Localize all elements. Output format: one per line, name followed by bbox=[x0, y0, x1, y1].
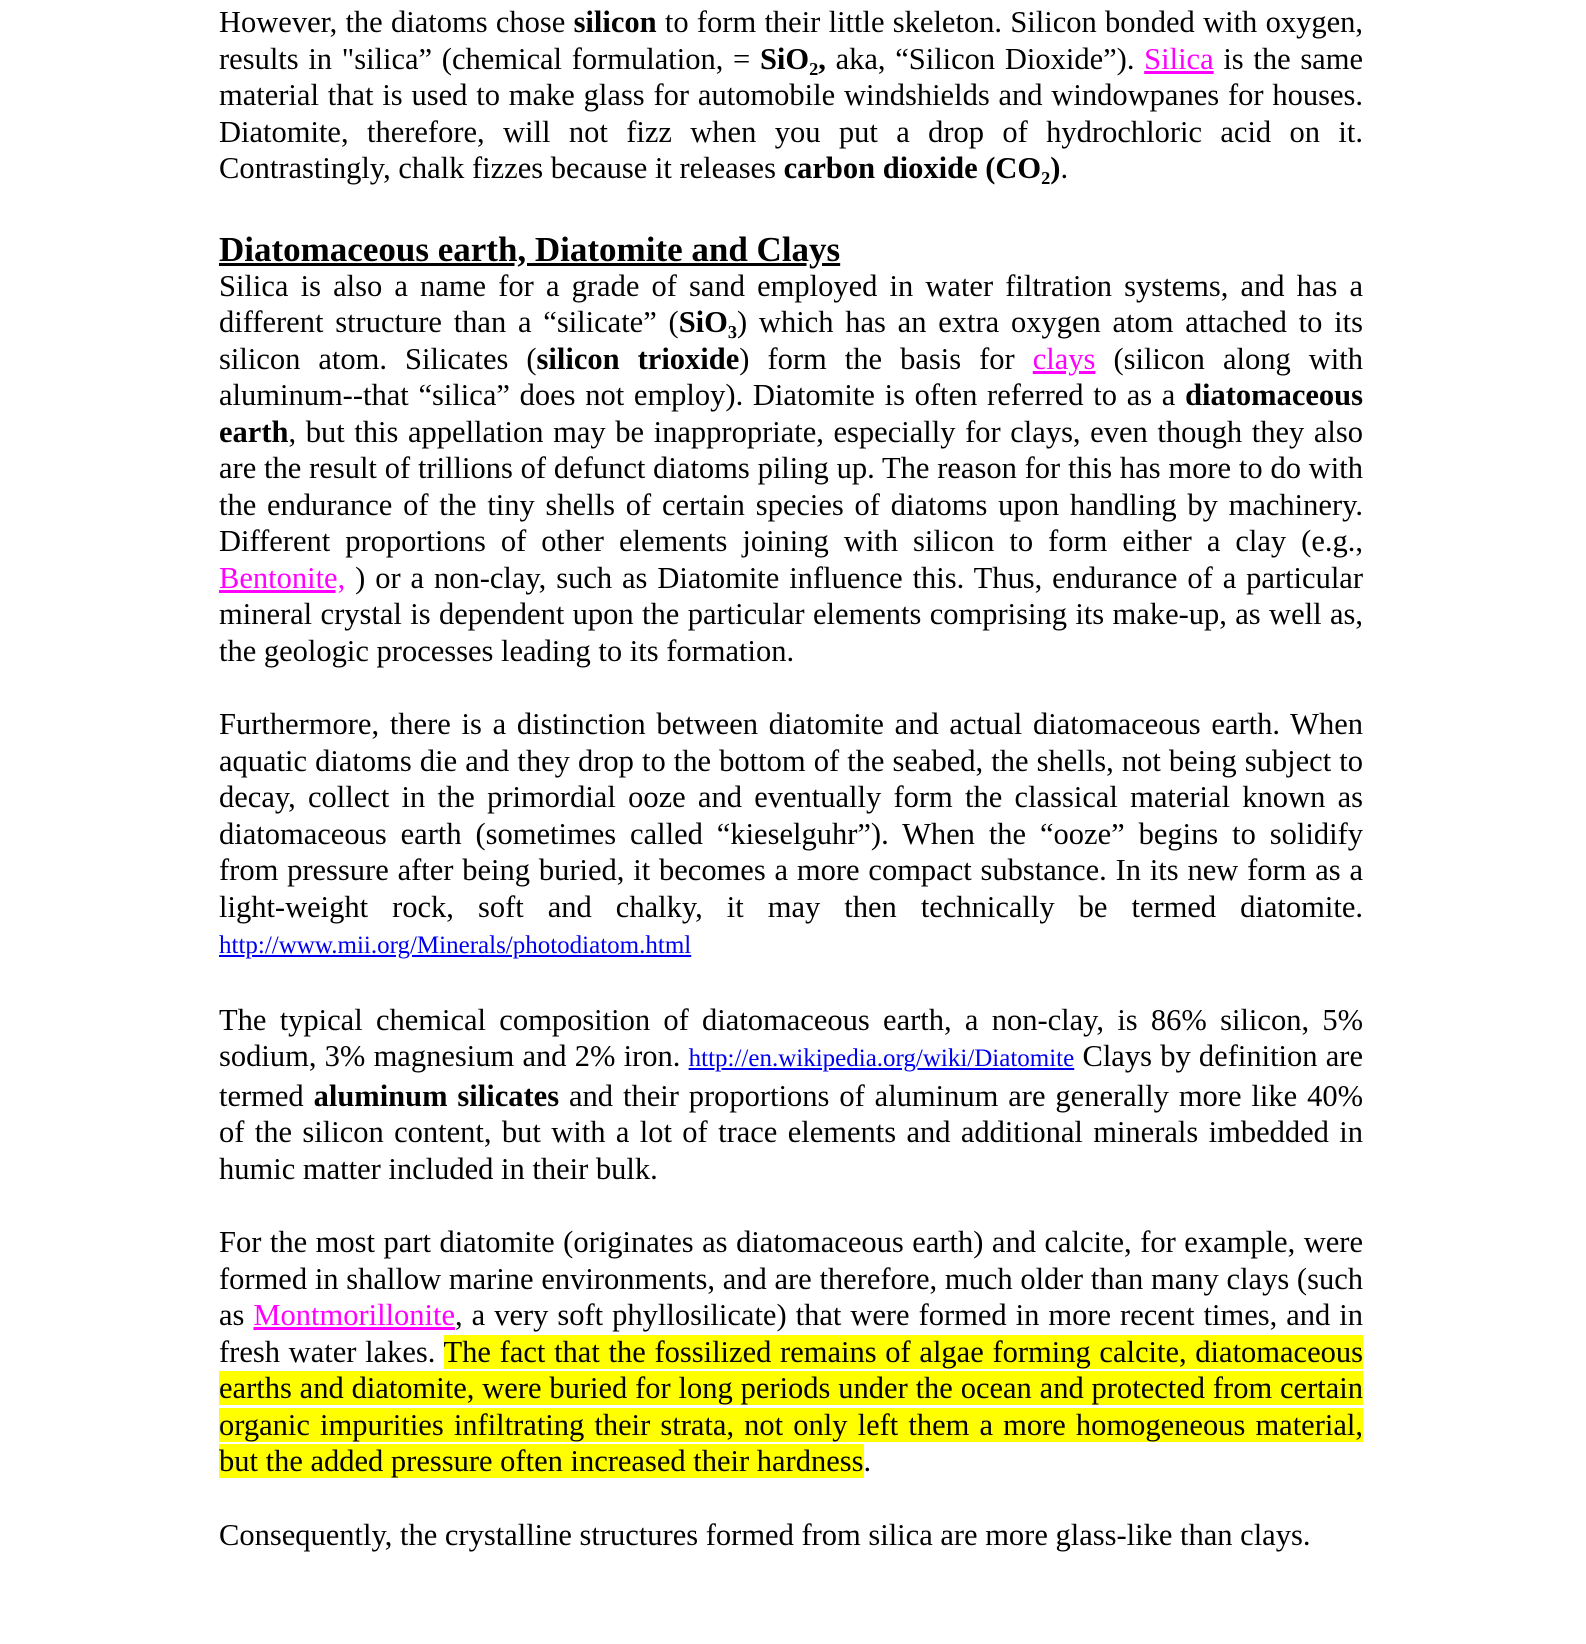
text-run: Clays by definition are termed bbox=[219, 1039, 1363, 1113]
silica-link[interactable]: Silica bbox=[1144, 41, 1214, 76]
paragraph-silicates bbox=[219, 268, 1363, 670]
paragraph-diatomite-distinction bbox=[219, 706, 1363, 965]
bold-term-diatomaceous-earth: diatomaceous earth bbox=[219, 378, 1363, 449]
text-run: ) or a non-clay, such as Diatomite influence this. Thus, endurance of a particular mineral crystal is dependent upon the particular elements comprising its make-up, as well as, the geologic processes leading to its formation. bbox=[219, 560, 1363, 668]
paragraph-spacer bbox=[219, 965, 1363, 1002]
paragraph-spacer bbox=[219, 1187, 1363, 1224]
text-run: , but this appellation may be inappropriate, especially for clays, even though they also are the result of trillions of defunct diatoms piling up. The reason for this has more to do with the endurance of the tiny shells of certain species of diatoms upon handling by machinery. Different proportions of other elements joining with silicon to form either a clay (e.g., bbox=[219, 414, 1363, 558]
text-run: . bbox=[1060, 151, 1069, 185]
bold-term-aluminum-silicates: aluminum silicates bbox=[313, 1078, 560, 1113]
text-run: The typical chemical composition of diatomaceous earth, a non-clay, is 86% silicon, 5% sodium, 3% magnesium and 2% iron. bbox=[219, 1002, 1363, 1073]
wikipedia-url-link[interactable]: http://en.wikipedia.org/wiki/Diatomite bbox=[688, 1045, 1075, 1072]
text-run: and their proportions of aluminum are generally more like 40% of the silicon content, but with a lot of trace elements and additional minerals imbedded in humic matter included in their bulk. bbox=[219, 1078, 1363, 1186]
text-run: For the most part diatomite (originates as diatomaceous earth) and calcite, for example, were formed in shallow marine environments, and are therefore, much older than many clays (such as bbox=[219, 1225, 1363, 1332]
text-run: However, the diatoms chose bbox=[219, 5, 574, 39]
mii-url-link[interactable]: http://www.mii.org/Minerals/photodiatom.html bbox=[219, 932, 692, 959]
paragraph-spacer bbox=[219, 1480, 1363, 1517]
bold-formula-sio3: SiO₃ bbox=[678, 305, 737, 339]
document-page bbox=[219, 4, 1363, 1553]
section-heading: Diatomaceous earth, Diatomite and Clays bbox=[219, 229, 841, 269]
paragraph-silica-intro bbox=[219, 4, 1363, 187]
text-run: Furthermore, there is a distinction between diatomite and actual diatomaceous earth. When aquatic diatoms die and they drop to the bottom of the seabed, the shells, not being subject to decay, collect in the primordial ooze and eventually form the classical material known as diatomaceous earth (sometimes called “kieselguhr”). When the “ooze” begins to solidify from pressure after being buried, it becomes a more compact substance. In its new form as a light-weight rock, soft and chalky, it may then technically be termed diatomite. bbox=[219, 707, 1363, 924]
clays-link[interactable]: clays bbox=[1032, 341, 1096, 376]
highlighted-passage: The fact that the fossilized remains of algae forming calcite, diatomaceous earths and diatomite, were buried for long periods under the ocean and protected from certain organic impurities infiltrating their strata, not only left them a more homogeneous material, but the added pressure often increased their hardness bbox=[219, 1334, 1363, 1478]
text-run: , a very soft phyllosilicate) that were formed in more recent times, and in fresh water lakes. bbox=[219, 1298, 1363, 1369]
text-run: Consequently, the crystalline structures formed from silica are more glass-like than clays. bbox=[219, 1517, 1311, 1552]
text-run: aka, “Silicon Dioxide”). bbox=[825, 41, 1145, 76]
text-run: ) form the basis for bbox=[739, 341, 1033, 376]
paragraph-composition bbox=[219, 1002, 1363, 1188]
text-run: (silicon along with aluminum--that “silica” does not employ). Diatomite is often referred to as a bbox=[219, 341, 1363, 412]
text-run: . bbox=[863, 1444, 872, 1478]
bold-formula-sio2: SiO₂, bbox=[759, 41, 826, 76]
bold-term-carbon-dioxide: carbon dioxide (CO₂) bbox=[783, 151, 1061, 185]
paragraph-formation bbox=[219, 1224, 1363, 1480]
text-run: is the same material that is used to make glass for automobile windshields and windowpanes for houses. Diatomite, therefore, will not fizz when you put a drop of hydrochloric acid on it. Contrastingly, chalk fizzes because it releases bbox=[219, 41, 1363, 185]
text-run: ) which has an extra oxygen atom attached to its silicon atom. Silicates ( bbox=[219, 305, 1363, 376]
montmorillonite-link[interactable]: Montmorillonite bbox=[253, 1298, 456, 1332]
text-run: to form their little skeleton. Silicon bonded with oxygen, results in "silica” (chemical formulation, = bbox=[219, 5, 1363, 76]
bentonite-link[interactable]: Bentonite, bbox=[219, 560, 346, 595]
bold-term-silicon: silicon bbox=[573, 5, 657, 39]
text-run: Silica is also a name for a grade of sand employed in water filtration systems, and has a different structure than a “silicate” ( bbox=[219, 268, 1363, 339]
paragraph-spacer bbox=[219, 669, 1363, 706]
paragraph-conclusion bbox=[219, 1517, 1363, 1554]
paragraph-spacer bbox=[219, 187, 1363, 229]
bold-term-silicon-trioxide: silicon trioxide bbox=[536, 341, 740, 376]
